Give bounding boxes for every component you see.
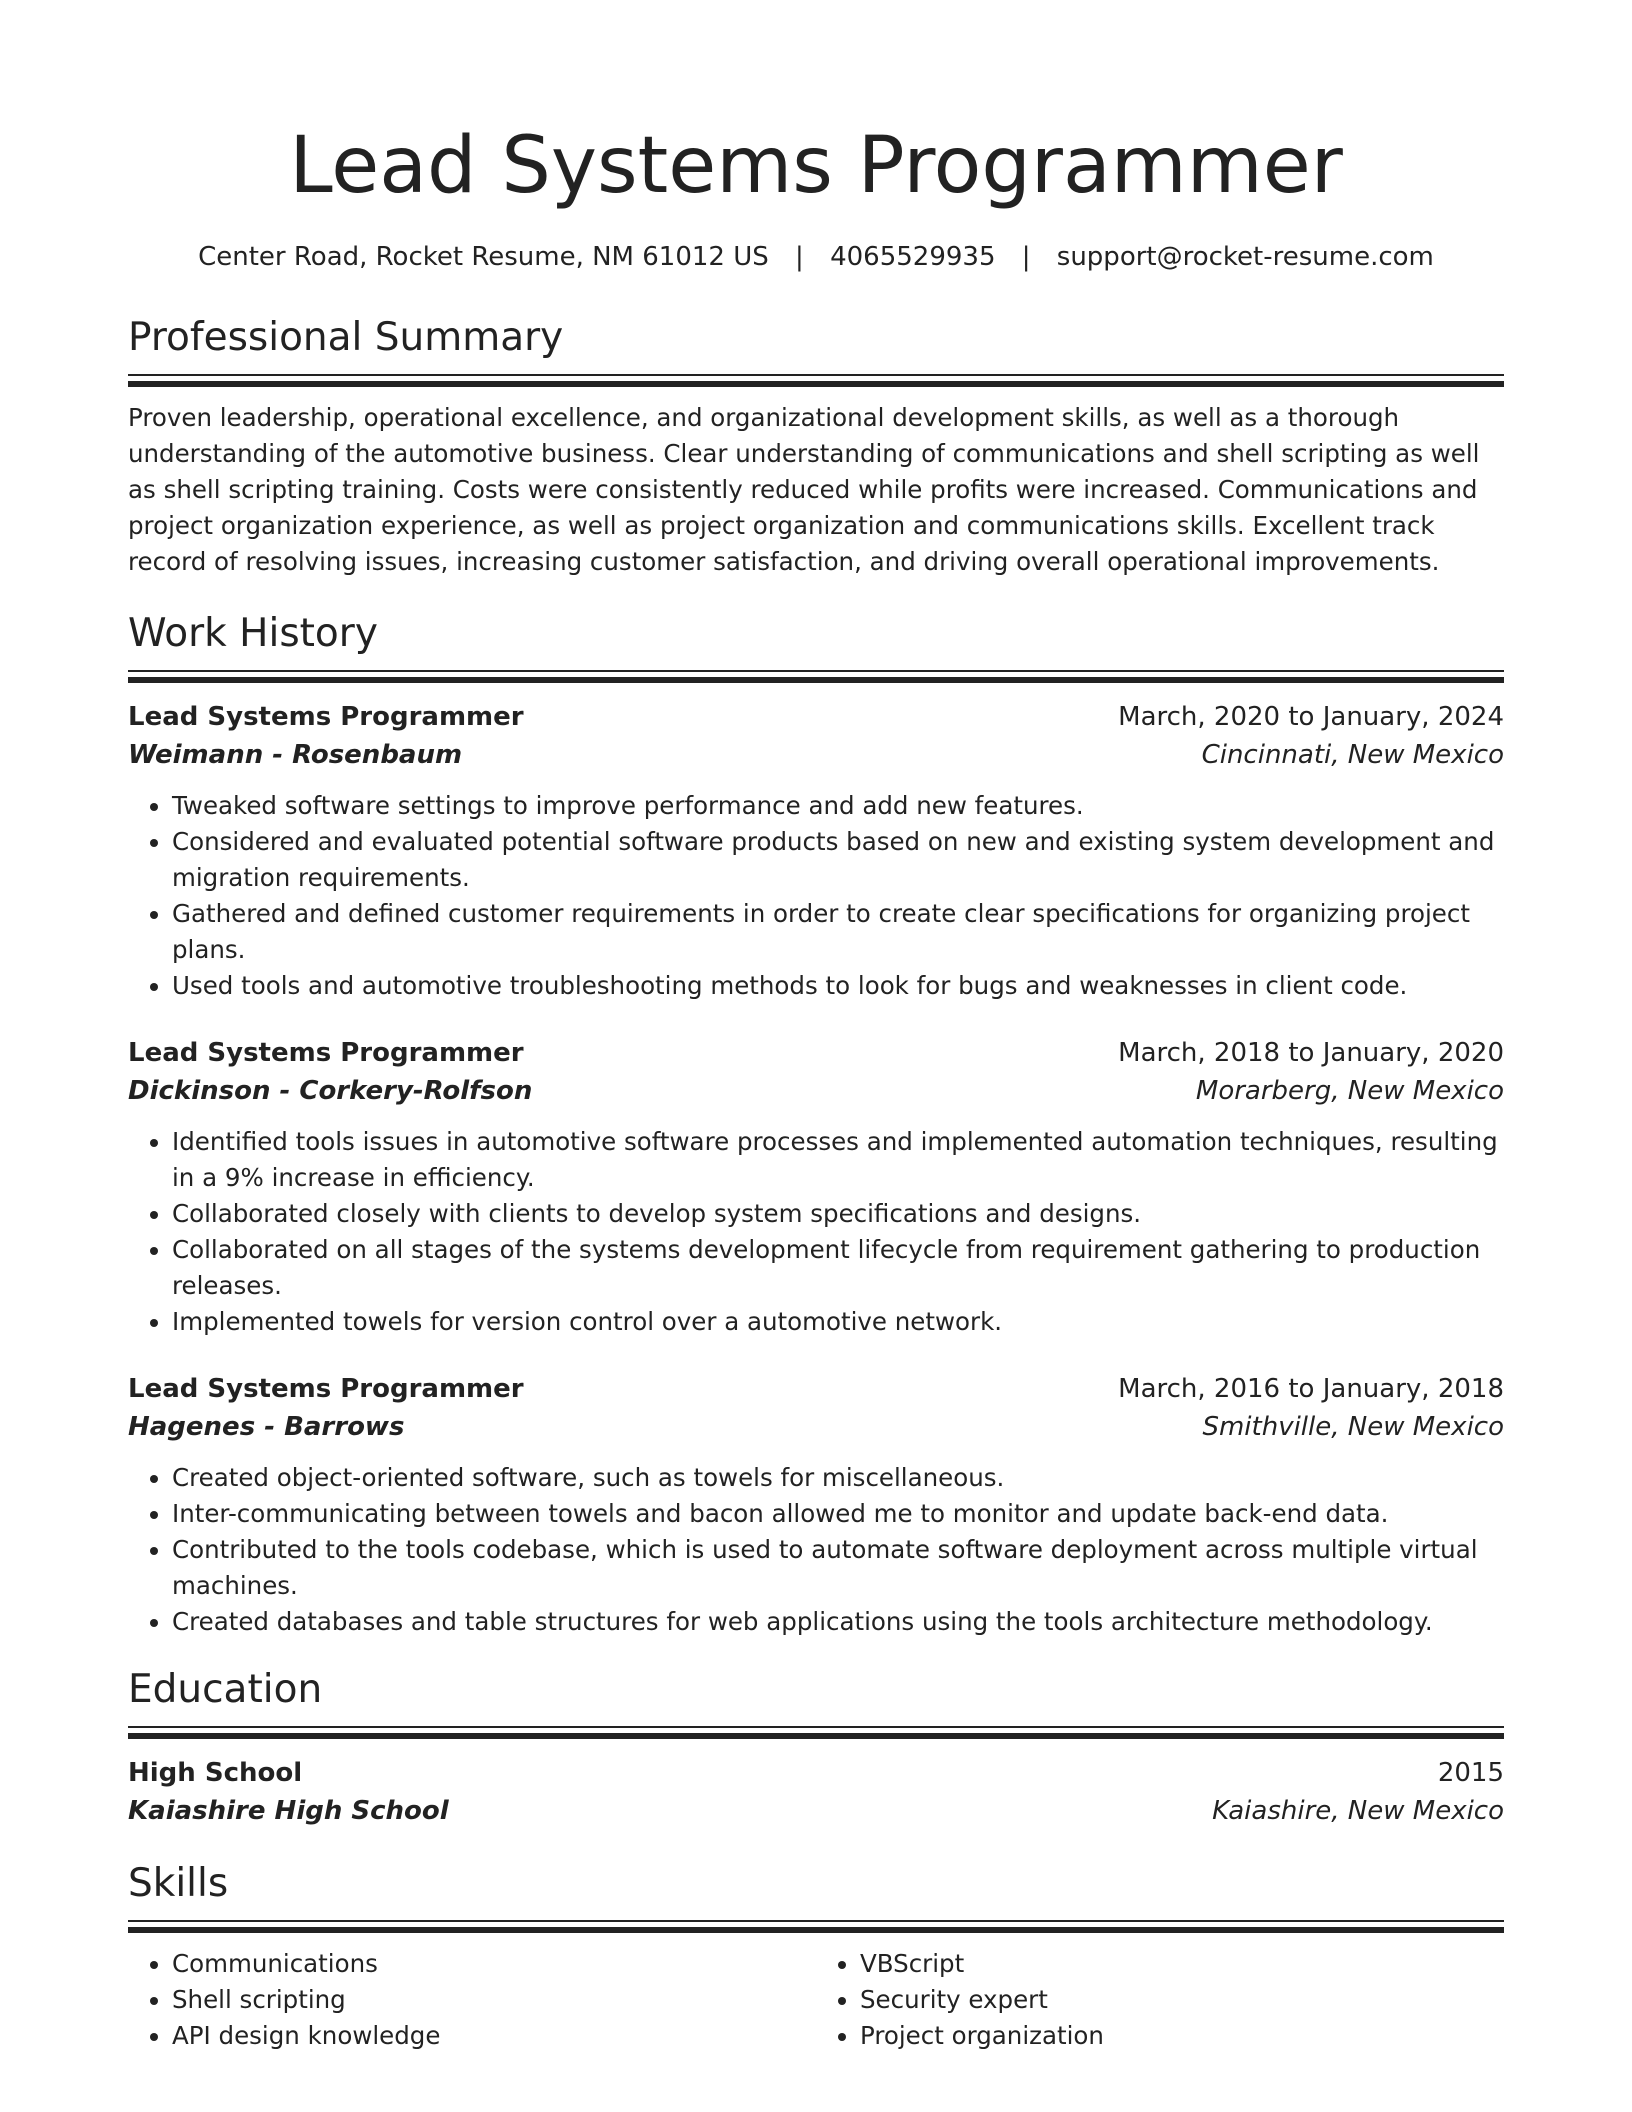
section-divider [128,1726,1504,1738]
contact-email: support@rocket-resume.com [1056,242,1434,272]
section-title-summary: Professional Summary [128,315,564,360]
skill-item: • Shell scripting [172,1982,816,2018]
job-dates: March, 2020 to January, 2024 [1118,702,1504,732]
job-company: Weimann - Rosenbaum [128,740,463,770]
education-section [128,1666,1504,1830]
section-title-education: Education [128,1667,323,1712]
section-divider [128,1920,1504,1932]
job-bullet: • Created databases and table structures for web applications using the tools architecture methodology. [172,1604,1504,1640]
job-header [128,1370,1504,1408]
job-bullet: • Collaborated closely with clients to develop system specifications and designs. [172,1196,1504,1232]
job-dates: March, 2018 to January, 2020 [1118,1038,1504,1068]
contact-separator: | [1021,242,1031,272]
summary-text: Proven leadership, operational excellence, and organizational development skills, as well as a thorough understanding of the automotive business. Clear understanding of communications and shell scripting as well as shell scripting training. Costs were consistently reduced while profits were increased. Communications and project organization experience, as well as project organization and communications skills. Excellent track record of resolving issues, increasing customer satisfaction, and driving overall operational improvements. [128,403,1480,576]
contact-separator: | [795,242,804,272]
contact-phone: 4065529935 [830,242,996,272]
education-school: Kaiashire High School [128,1796,449,1826]
job-title: Lead Systems Programmer [128,702,524,732]
contact-line [128,240,1504,274]
skills-list [128,1946,1504,2054]
job-subheader [128,736,1504,774]
education-header [128,1754,1504,1792]
job-location: Morarberg, New Mexico [1195,1076,1504,1106]
skill-item: • Project organization [860,2018,1504,2054]
education-degree: High School [128,1758,303,1788]
job-bullets [128,1460,1504,1640]
skill-item: • VBScript [860,1946,1504,1982]
job-bullet: • Created object-oriented software, such as towels for miscellaneous. [172,1460,1504,1496]
section-divider [128,374,1504,386]
job-bullet: • Contributed to the tools codebase, which is used to automate software deployment across multiple virtual machines. [172,1532,1504,1604]
job-entry [128,1370,1504,1640]
job-company: Dickinson - Corkery-Rolfson [128,1076,533,1106]
job-bullet: • Tweaked software settings to improve performance and add new features. [172,788,1504,824]
job-title: Lead Systems Programmer [128,1374,524,1404]
job-company: Hagenes - Barrows [128,1412,405,1442]
education-entry [128,1754,1504,1830]
job-location: Cincinnati, New Mexico [1201,740,1504,770]
education-location: Kaiashire, New Mexico [1212,1796,1504,1826]
skill-item: • Communications [172,1946,816,1982]
contact-address: Center Road, Rocket Resume, NM 61012 US [198,242,769,272]
job-bullets [128,1124,1504,1340]
job-entry [128,698,1504,1004]
job-bullet: • Identified tools issues in automotive software processes and implemented automation techniques, resulting in a 9% increase in efficiency. [172,1124,1504,1196]
work-history-section [128,610,1504,1640]
job-subheader [128,1072,1504,1110]
job-bullet: • Gathered and defined customer requirements in order to create clear specifications for organizing project plans. [172,896,1504,968]
section-title-work-history: Work History [128,611,378,656]
job-bullet: • Inter-communicating between towels and bacon allowed me to monitor and update back-end data. [172,1496,1504,1532]
skill-item: • API design knowledge [172,2018,816,2054]
summary-section [128,314,1504,580]
skill-item: • Security expert [860,1982,1504,2018]
resume-name: Lead Systems Programmer [289,121,1343,211]
education-subheader [128,1792,1504,1830]
skills-column-right [816,1946,1504,2054]
job-title: Lead Systems Programmer [128,1038,524,1068]
job-dates: March, 2016 to January, 2018 [1118,1374,1504,1404]
section-divider [128,670,1504,682]
section-title-skills: Skills [128,1861,229,1906]
skills-section [128,1860,1504,2054]
job-location: Smithville, New Mexico [1202,1412,1504,1442]
job-bullets [128,788,1504,1004]
job-bullet: • Collaborated on all stages of the systems development lifecycle from requirement gathering to production releases. [172,1232,1504,1304]
job-bullet: • Implemented towels for version control over a automotive network. [172,1304,1504,1340]
education-year: 2015 [1437,1758,1504,1788]
skills-column-left [128,1946,816,2054]
job-header [128,698,1504,736]
job-subheader [128,1408,1504,1446]
job-header [128,1034,1504,1072]
job-bullet: • Used tools and automotive troubleshooting methods to look for bugs and weaknesses in client code. [172,968,1504,1004]
job-entry [128,1034,1504,1340]
job-bullet: • Considered and evaluated potential software products based on new and existing system development and migration requirements. [172,824,1504,896]
